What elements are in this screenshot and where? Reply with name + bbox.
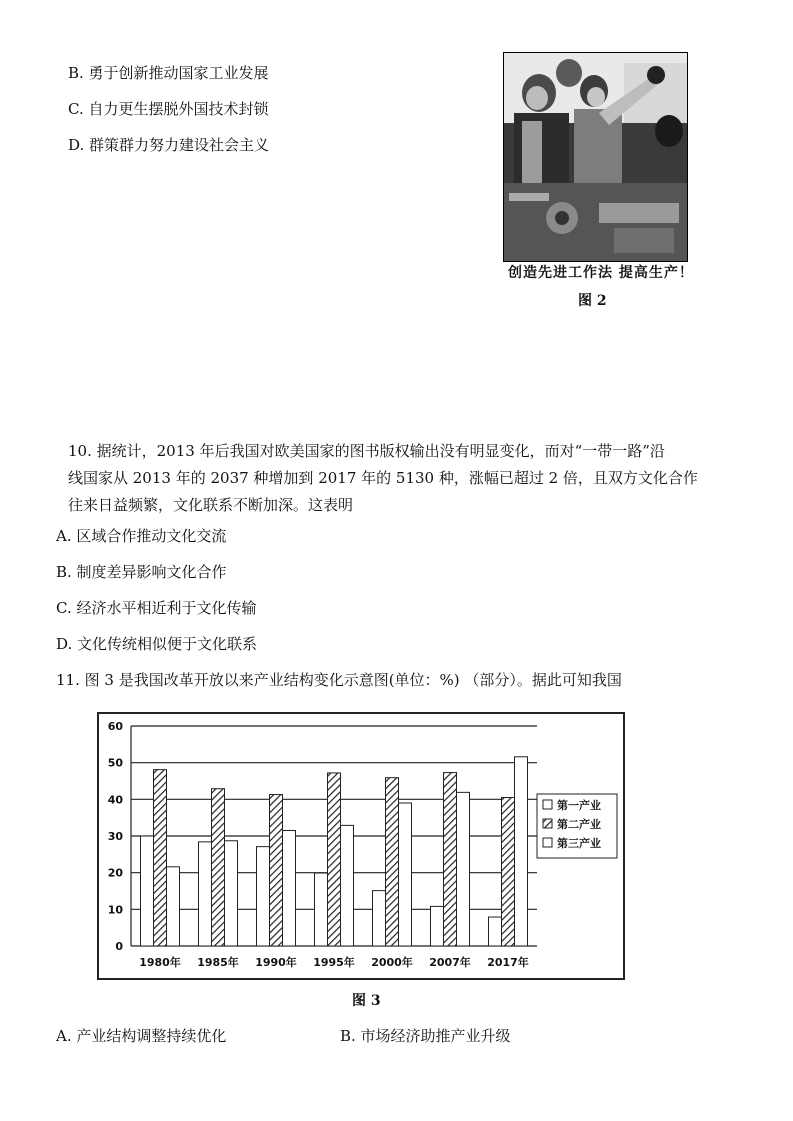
y-tick-label: 30 xyxy=(107,830,123,843)
bar-3 xyxy=(515,757,528,946)
q10-option-c: C. 经济水平相近利于文化传输 xyxy=(56,599,257,617)
bar-2 xyxy=(270,795,283,946)
q9-option-c: C. 自力更生摆脱外国技术封锁 xyxy=(68,100,269,118)
q10-stem xyxy=(68,438,753,519)
legend-label: 第一产业 xyxy=(557,799,601,812)
bar-3 xyxy=(457,792,470,946)
chart-svg xyxy=(99,714,623,978)
bar-3 xyxy=(399,803,412,946)
y-tick-label: 20 xyxy=(107,866,123,880)
bar-3 xyxy=(167,867,180,946)
q10-stem-line-3: 往来日益频繁，文化联系不断加深。这表明 xyxy=(68,496,354,514)
legend-label: 第二产业 xyxy=(557,818,601,831)
legend-swatch xyxy=(543,838,552,847)
bar-2 xyxy=(386,778,399,946)
bar-3 xyxy=(225,841,238,946)
bar-1 xyxy=(489,917,502,946)
x-tick-label: 1985年 xyxy=(197,956,239,969)
industry-structure-chart xyxy=(97,712,625,980)
bar-2 xyxy=(328,773,341,946)
q9-option-b: B. 勇于创新推动国家工业发展 xyxy=(68,64,269,82)
bar-2 xyxy=(154,770,167,946)
y-tick-label: 40 xyxy=(107,793,123,807)
legend-swatch xyxy=(543,819,552,828)
q10-option-d: D. 文化传统相似便于文化联系 xyxy=(56,635,258,653)
q9-option-d: D. 群策群力努力建设社会主义 xyxy=(68,136,270,154)
x-tick-label: 1990年 xyxy=(255,956,297,969)
q10-stem-line-1: 10. 据统计，2013 年后我国对欧美国家的图书版权输出没有明显变化，而对“一带一路”沿 xyxy=(68,442,665,460)
x-tick-label: 1980年 xyxy=(139,956,181,969)
y-tick-label: 0 xyxy=(115,940,123,953)
bar-2 xyxy=(502,798,515,947)
bar-3 xyxy=(283,831,296,947)
y-tick-label: 60 xyxy=(107,720,123,733)
bar-1 xyxy=(431,906,444,946)
x-tick-label: 2007年 xyxy=(429,956,471,969)
poster-caption: 创造先进工作法 提高生产！ xyxy=(508,265,694,281)
bar-2 xyxy=(212,789,225,946)
y-tick-label: 50 xyxy=(107,756,123,770)
q11-stem: 11. 图 3 是我国改革开放以来产业结构变化示意图(单位：%) （部分）。据此可知我国 xyxy=(56,671,622,689)
bar-1 xyxy=(315,873,328,946)
q10-stem-line-2: 线国家从 2013 年的 2037 种增加到 2017 年的 5130 种，涨幅已超过 2 倍，且双方文化合作 xyxy=(68,469,698,487)
poster-illustration xyxy=(504,53,687,261)
bar-2 xyxy=(444,773,457,946)
legend-label: 第三产业 xyxy=(557,837,601,850)
figure-3-label: 图 3 xyxy=(352,993,381,1009)
bar-3 xyxy=(341,825,354,946)
q11-option-a: A. 产业结构调整持续优化 xyxy=(56,1027,227,1045)
x-tick-label: 2017年 xyxy=(487,956,529,969)
y-tick-label: 10 xyxy=(107,903,123,917)
figure-2-label: 图 2 xyxy=(578,293,607,309)
x-tick-label: 2000年 xyxy=(371,956,413,969)
bar-1 xyxy=(257,847,270,946)
q10-option-b: B. 制度差异影响文化合作 xyxy=(56,563,227,581)
bar-1 xyxy=(141,836,154,946)
q10-option-a: A. 区域合作推动文化交流 xyxy=(56,527,227,545)
bar-1 xyxy=(373,891,386,946)
q11-option-b: B. 市场经济助推产业升级 xyxy=(340,1027,511,1045)
legend-swatch xyxy=(543,800,552,809)
propaganda-poster-image xyxy=(503,52,688,262)
x-tick-label: 1995年 xyxy=(313,956,355,969)
bar-1 xyxy=(199,842,212,946)
